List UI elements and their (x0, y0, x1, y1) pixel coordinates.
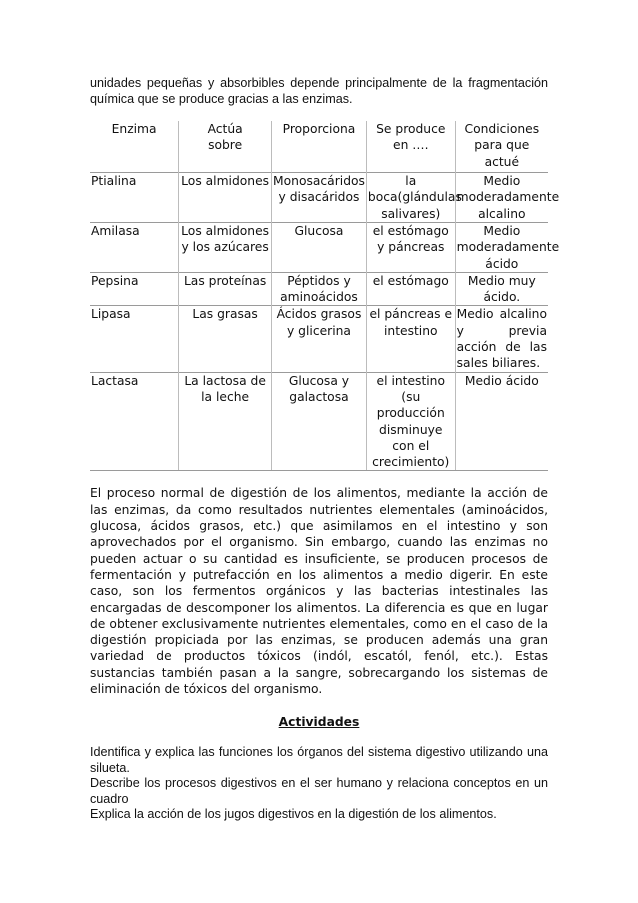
enzyme-name: Amilasa (90, 222, 179, 272)
header-condiciones: Condiciones para que actué (455, 121, 548, 172)
table-cell: Medio alcalino y previa acción de las sales biliares. (456, 307, 547, 371)
activity-item: Explica la acción de los jugos digestivos en la digestión de los alimentos. (90, 806, 497, 821)
table-cell: el intestino (su producción disminuye con el crecimiento) (366, 372, 455, 471)
table-cell: Las grasas (179, 306, 272, 372)
table-row (90, 272, 548, 306)
table-cell: La lactosa de la leche (179, 372, 272, 471)
activities-title: Actividades (278, 715, 360, 730)
intro-paragraph: unidades pequeñas y absorbibles depende principalmente de la fragmentación química que se produce gracias a las enzimas. (90, 76, 548, 106)
table-cell: Medio moderadamente alcalino (456, 174, 560, 221)
table-cell: el estómago y páncreas (366, 222, 455, 272)
table-row (90, 306, 548, 372)
document-page (90, 76, 560, 822)
body-paragraph: El proceso normal de digestión de los alimentos, mediante la acción de las enzimas, da como resultados nutrientes elementales (aminoácidos, glucosa, ácidos grasos, etc.) que asimilamos en el intestino y son aprovechados por el organismo. Sin embargo, cuando las enzimas no pueden actuar o su cantidad es insuficiente, se producen procesos de fermentación y putrefacción en los alimentos a medio digerir. En este caso, son los fermentos orgánicos y las bacterias intestinales las encargadas de descomponer los alimentos. La diferencia es que en lugar de obtener exclusivamente nutrientes elementales, como en el caso de la digestión propiciada por las enzimas, se producen además una gran variedad de productos tóxicos (indól, escatól, fenól, etc.). Estas sustancias también pasan a la sangre, sobrecargando los sistemas de eliminación de tóxicos del organismo. (90, 486, 548, 696)
enzyme-name: Lipasa (90, 306, 179, 372)
activity-item: Identifica y explica las funciones los órganos del sistema digestivo utilizando una silueta. (90, 745, 548, 775)
table-cell: la boca(glándulas salivares) (367, 174, 462, 221)
enzyme-name: Pepsina (90, 272, 179, 306)
activity-item: Describe los procesos digestivos en el ser humano y relaciona conceptos en un cuadro (90, 776, 548, 806)
table-cell: Ácidos grasos y glicerina (272, 306, 367, 372)
table-header-row (90, 121, 548, 172)
table-cell: Las proteínas (179, 272, 272, 306)
table-cell: Medio moderadamente ácido (456, 223, 560, 271)
table-row (90, 372, 548, 471)
table-cell: Los almidones (179, 173, 272, 223)
enzyme-name: Lactasa (90, 372, 179, 471)
table-cell: Medio ácido (455, 372, 548, 471)
table-cell: Glucosa (272, 222, 367, 272)
header-proporciona: Proporciona (272, 121, 367, 172)
table-row (90, 173, 548, 223)
table-cell: Los almidones y los azúcares (179, 222, 272, 272)
table-cell: Medio muy ácido. (455, 272, 548, 306)
table-cell: Glucosa y galactosa (272, 372, 367, 471)
table-cell: Péptidos y aminoácidos (272, 272, 367, 306)
header-enzima: Enzima (111, 122, 157, 137)
table-row (90, 222, 548, 272)
table-cell: el páncreas e intestino (366, 306, 455, 372)
header-actua-sobre: Actúa sobre (179, 121, 272, 172)
table-cell: Monosacáridos y disacáridos (272, 173, 367, 223)
header-se-produce-en: Se produce en …. (366, 121, 455, 172)
enzyme-table (90, 121, 560, 471)
table-cell: el estómago (366, 272, 455, 306)
enzyme-name: Ptialina (90, 173, 179, 223)
